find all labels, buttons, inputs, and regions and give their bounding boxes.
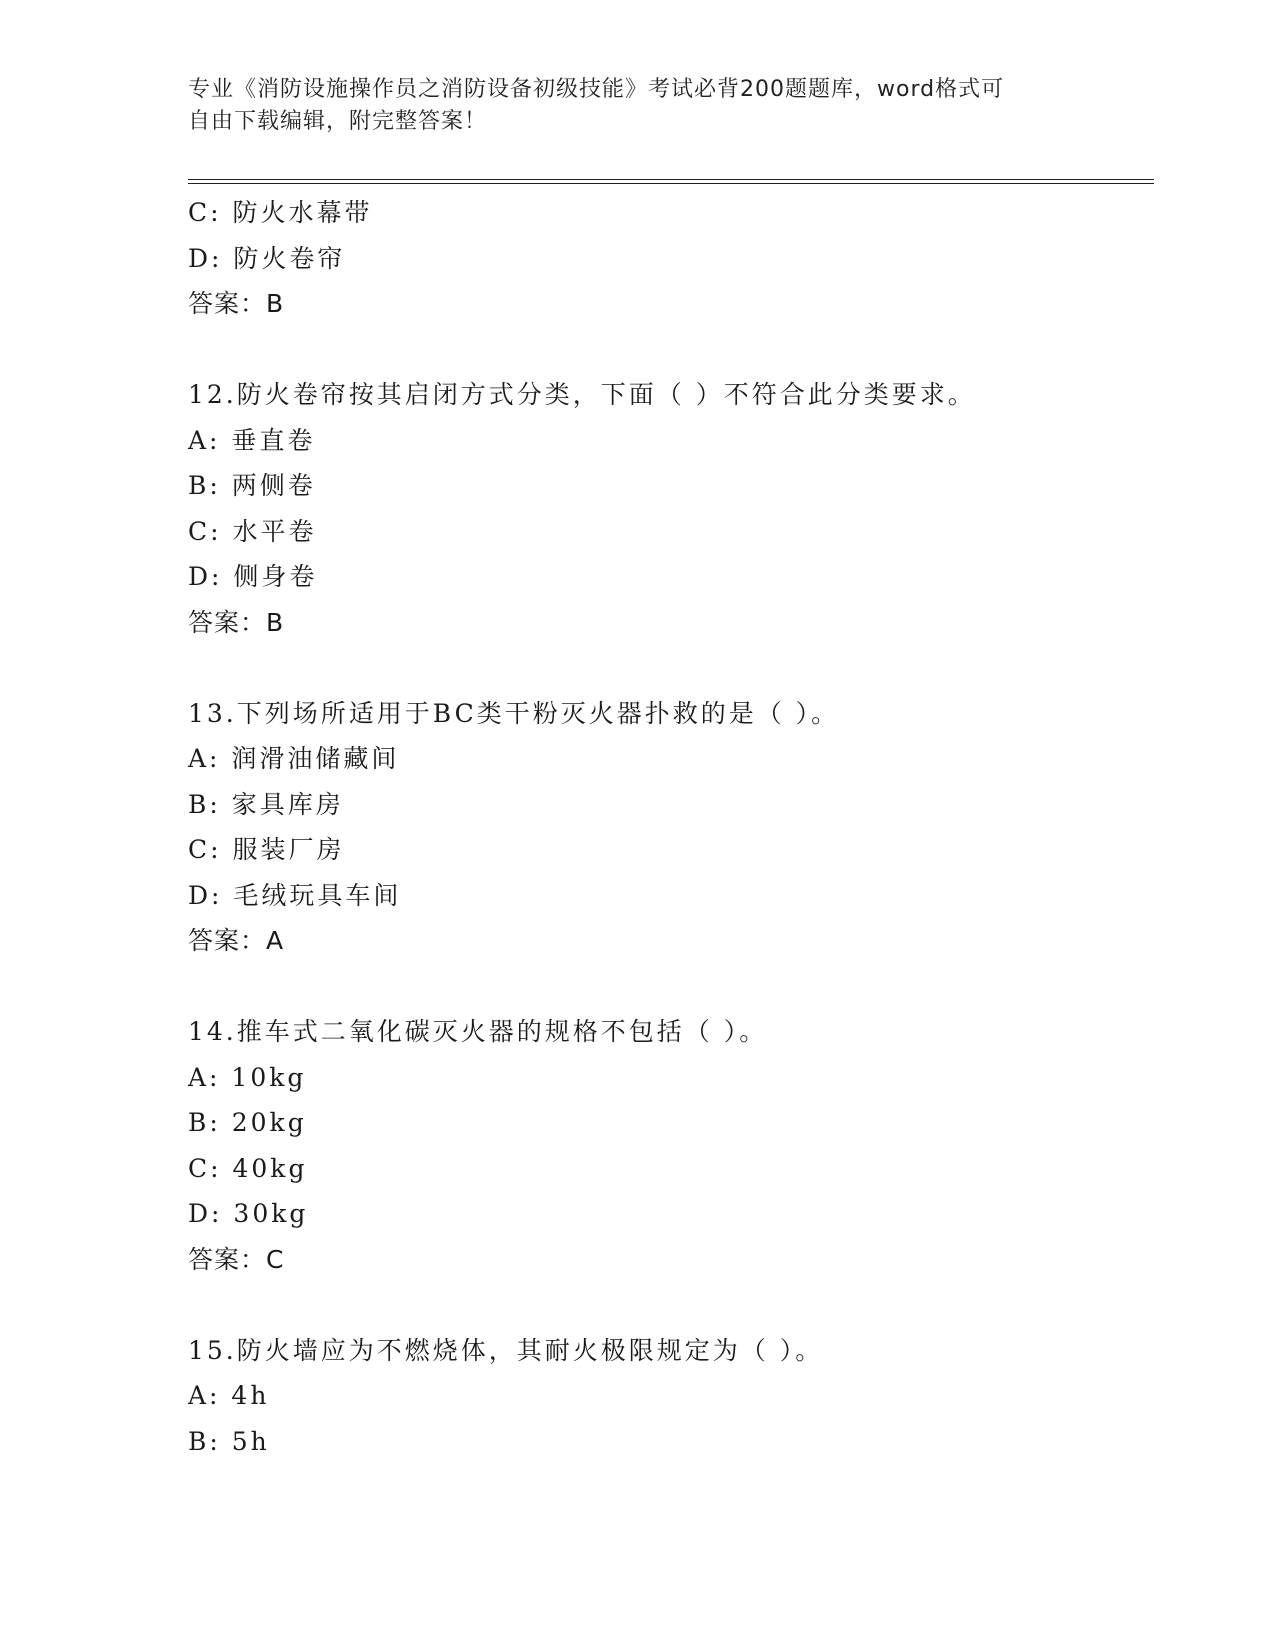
question-stem: 12.防火卷帘按其启闭方式分类，下面（ ）不符合此分类要求。 [188, 380, 976, 409]
question-list [188, 190, 1148, 1464]
question-14 [188, 1009, 1148, 1282]
question-11-continued [188, 190, 1148, 327]
option-a: A: 垂直卷 [188, 425, 316, 455]
question-12 [188, 372, 1148, 645]
question-15 [188, 1328, 1148, 1465]
spacer [188, 964, 1148, 1010]
option-c: C: 水平卷 [188, 516, 317, 546]
question-stem: 13.下列场所适用于BC类干粉灭火器扑救的是（ ）。 [188, 698, 840, 728]
option-b: B: 20kg [188, 1108, 307, 1137]
option-c: C: 服装厂房 [188, 835, 345, 864]
option-a: A: 10kg [188, 1062, 307, 1092]
option-d: D: 30kg [188, 1199, 309, 1228]
answer-line: 答案：B [188, 289, 285, 318]
spacer [188, 645, 1148, 691]
spacer [188, 327, 1148, 373]
option-a: A: 润滑油储藏间 [188, 744, 400, 773]
option-b: B: 家具库房 [188, 789, 344, 819]
question-stem: 15.防火墙应为不燃烧体，其耐火极限规定为（ ）。 [188, 1335, 824, 1365]
option-c: C: 40kg [188, 1153, 308, 1183]
header-line-1: 专业《消防设施操作员之消防设备初级技能》考试必背200题题库，word格式可 [188, 77, 1005, 102]
answer-line: 答案：C [188, 1244, 285, 1274]
header-line-2: 自由下载编辑，附完整答案！ [188, 109, 488, 134]
document-header [188, 74, 1088, 138]
option-d: D: 毛绒玩具车间 [188, 880, 402, 910]
option-b: B: 5h [188, 1426, 270, 1456]
option-b: B: 两侧卷 [188, 471, 316, 500]
header-divider-bottom [188, 183, 1154, 184]
option-a: A: 4h [188, 1381, 270, 1410]
spacer [188, 1282, 1148, 1328]
option-d: D: 防火卷帘 [188, 243, 346, 273]
option-c: C: 防火水幕带 [188, 198, 373, 227]
question-stem: 14.推车式二氧化碳灭火器的规格不包括（ ）。 [188, 1017, 768, 1046]
question-13 [188, 691, 1148, 964]
header-divider-top [188, 179, 1154, 180]
option-d: D: 侧身卷 [188, 562, 318, 591]
answer-line: 答案：B [188, 607, 285, 637]
answer-line: 答案：A [188, 926, 285, 955]
